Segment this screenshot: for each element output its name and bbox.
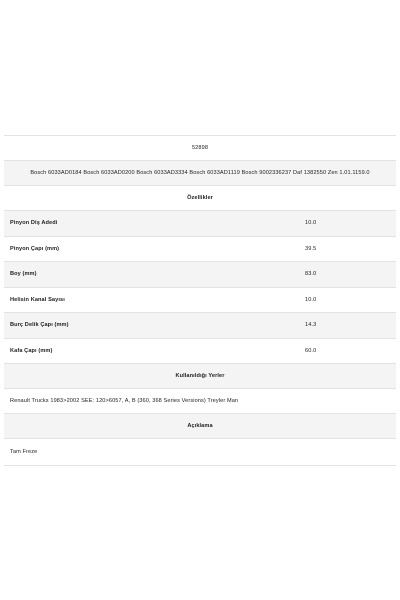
- specs-heading-row: [4, 186, 396, 211]
- usage-heading-row: [4, 364, 396, 389]
- table-bottom-divider: [4, 465, 396, 466]
- spec-label: Pinyon Çapı (mm): [10, 245, 60, 252]
- product-code-row: [4, 136, 396, 161]
- usage-heading: Kullanıldığı Yerler: [175, 373, 225, 379]
- spec-row: [4, 288, 396, 314]
- cross-references: Bosch 6033AD0184 Bosch 6033AD0200 Bosch 6033AD3334 Bosch 6033AD1119 Bosch 9002336237 Daf 1382550 Zen 1.01.1159.0: [30, 170, 370, 176]
- spec-label: Kafa Çapı (mm): [10, 347, 53, 354]
- description-heading-row: [4, 414, 396, 439]
- spec-table: [4, 135, 396, 464]
- spec-value: 83.0: [305, 271, 317, 278]
- spec-label: Helisin Kanal Sayısı: [10, 296, 65, 303]
- spec-value: 39.5: [305, 245, 317, 252]
- description-heading: Açıklama: [187, 423, 213, 429]
- spec-label: Pinyon Diş Adedi: [10, 220, 58, 227]
- usage-text: Renault Trucks 1983>2002 SEE: 120>6057, A, B (360, 368 Series Versions) Treyler Man: [10, 398, 239, 404]
- usage-text-row: [4, 389, 396, 414]
- product-code: 52898: [191, 145, 209, 151]
- spec-row: [4, 313, 396, 339]
- spec-label: Burç Delik Çapı (mm): [10, 322, 69, 329]
- description-text-row: [4, 439, 396, 464]
- spec-value: 60.0: [305, 347, 317, 354]
- spec-row: [4, 237, 396, 263]
- spec-row: [4, 262, 396, 288]
- specs-heading: Özellikler: [187, 195, 213, 201]
- spec-value: 14.3: [305, 322, 317, 329]
- spec-row: [4, 211, 396, 237]
- spec-value: 10.0: [305, 296, 317, 303]
- description-text: Tam Freze: [10, 448, 38, 455]
- spec-row: [4, 339, 396, 365]
- spec-value: 10.0: [305, 220, 317, 227]
- cross-reference-row: [4, 161, 396, 186]
- spec-label: Boy (mm): [10, 271, 37, 278]
